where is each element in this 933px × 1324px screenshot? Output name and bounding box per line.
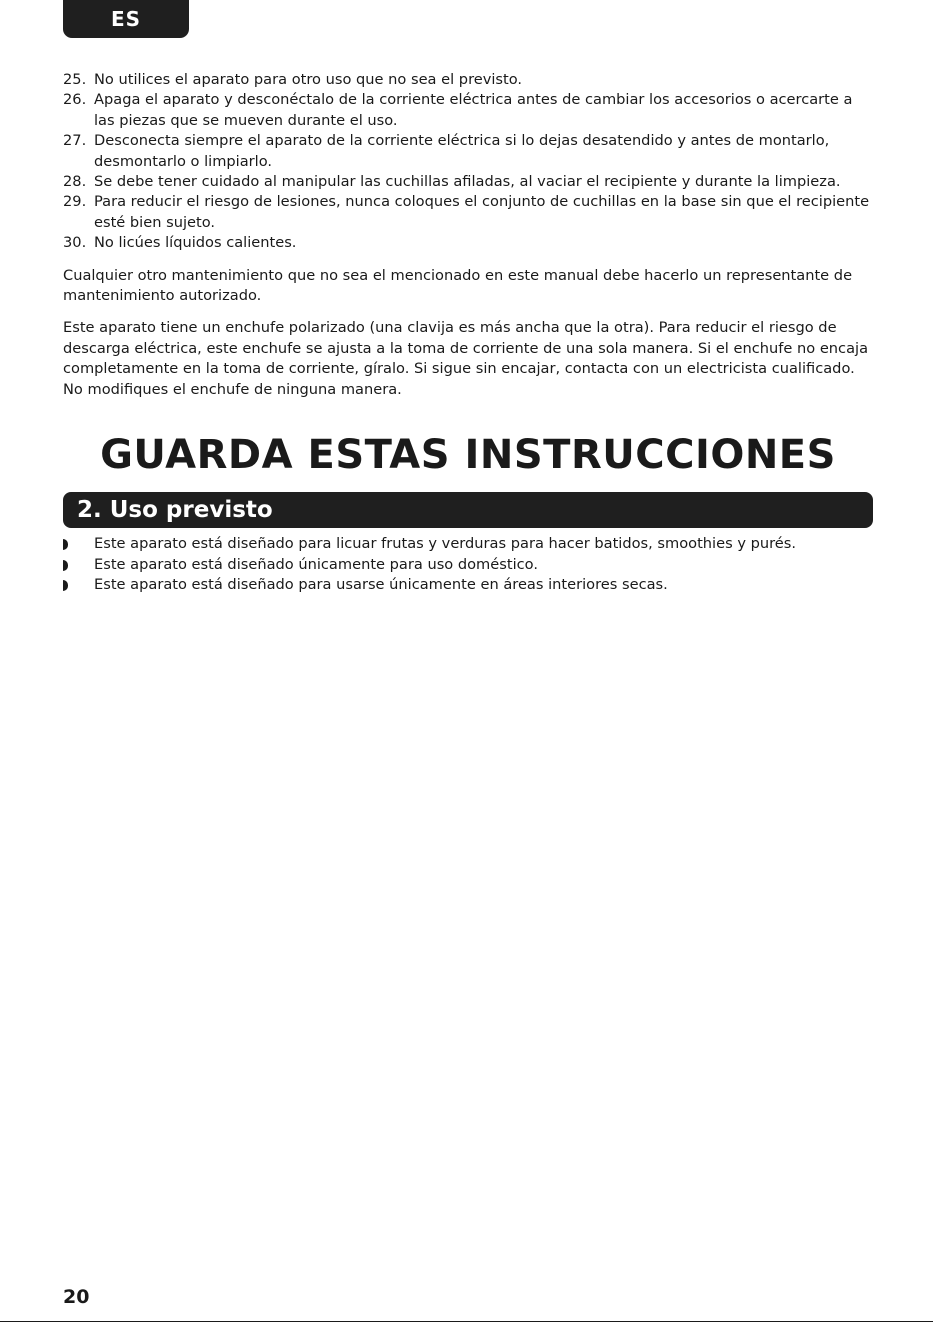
- item-text: No licúes líquidos calientes.: [94, 234, 297, 252]
- intended-use-list: [63, 534, 873, 595]
- section-title: 2. Uso previsto: [77, 496, 273, 523]
- maintenance-paragraph: Cualquier otro mantenimiento que no sea el mencionado en este manual debe hacerlo un representante de mantenimiento autorizado.: [63, 266, 853, 305]
- polarized-plug-paragraph: Este aparato tiene un enchufe polarizado (una clavija es más ancha que la otra). Para reducir el riesgo de descarga eléctrica, este enchufe se ajusta a la toma de corriente de una sola manera. Si el enchufe no encaja completamente en la toma de corriente, gíralo. Si sigue sin encajar, contacta con un electricista cualificado. No modifiques el enchufe de ninguna manera.: [63, 319, 869, 398]
- item-number: 28.: [63, 173, 87, 191]
- save-instructions-title: GUARDA ESTAS INSTRUCCIONES: [100, 432, 836, 479]
- item-text: Este aparato está diseñado para usarse únicamente en áreas interiores secas.: [94, 575, 668, 593]
- item-text: Desconecta siempre el aparato de la corriente eléctrica si lo dejas desatendido y antes de montarlo, desmontarlo o limpiarlo.: [94, 132, 830, 170]
- page-number: 20: [63, 1286, 90, 1308]
- item-text: Este aparato está diseñado para licuar frutas y verduras para hacer batidos, smoothies y purés.: [94, 535, 797, 553]
- item-text: Se debe tener cuidado al manipular las cuchillas afiladas, al vaciar el recipiente y durante la limpieza.: [94, 173, 841, 191]
- item-number: 29.: [63, 193, 87, 211]
- item-number: 27.: [63, 132, 87, 150]
- list-item: [63, 575, 873, 595]
- list-item: [63, 534, 873, 554]
- section-header-intended-use: [63, 492, 873, 528]
- list-item: [63, 90, 873, 131]
- item-text: No utilices el aparato para otro uso que no sea el previsto.: [94, 71, 523, 88]
- item-text: Para reducir el riesgo de lesiones, nunca coloques el conjunto de cuchillas en la base sin que el recipiente esté bien sujeto.: [94, 193, 870, 231]
- list-item: [63, 555, 873, 575]
- language-tab: [63, 0, 189, 38]
- item-number: 30.: [63, 234, 87, 252]
- footer-divider: [0, 1321, 933, 1322]
- list-item: [63, 131, 873, 172]
- page-content: [63, 70, 873, 595]
- bullet-icon: [63, 560, 68, 571]
- item-text: Apaga el aparato y desconéctalo de la corriente eléctrica antes de cambiar los accesorios o acercarte a las piezas que se mueven durante el uso.: [94, 91, 853, 129]
- list-item: [63, 70, 873, 90]
- item-number: 25.: [63, 71, 87, 88]
- bullet-icon: [63, 580, 68, 591]
- language-tab-label: ES: [110, 7, 142, 31]
- bullet-icon: [63, 539, 68, 550]
- list-item: [63, 172, 873, 192]
- item-number: 26.: [63, 91, 87, 109]
- safety-warnings-list: [63, 70, 873, 254]
- list-item: [63, 192, 873, 233]
- item-text: Este aparato está diseñado únicamente para uso doméstico.: [94, 555, 538, 573]
- list-item: [63, 233, 873, 253]
